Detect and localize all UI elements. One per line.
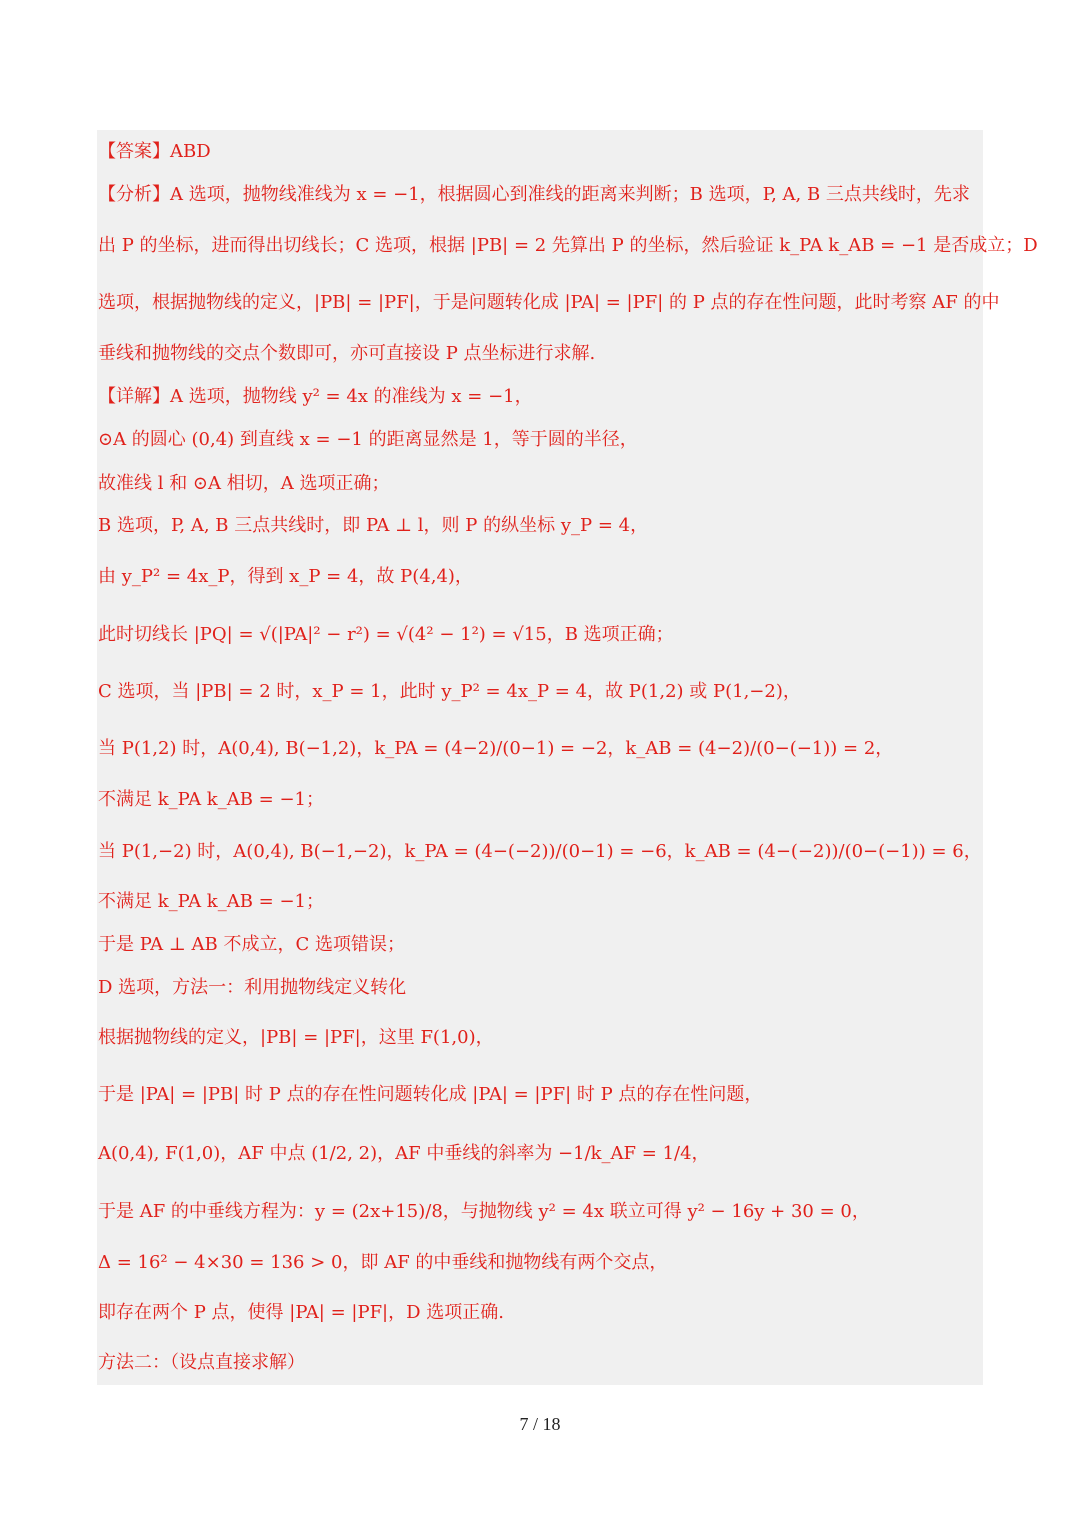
detail-line-7: C 选项，当 |PB| = 2 时，x_P = 1，此时 y_P² = 4x_P = 4，故 P(1,2) 或 P(1,−2)， <box>98 681 801 702</box>
page-number: 7 / 18 <box>519 1414 561 1434</box>
answer-line: 【答案】ABD <box>98 141 211 162</box>
detail-line-5: 由 y_P² = 4x_P，得到 x_P = 4，故 P(4,4)， <box>98 566 473 587</box>
detail-line-2: ⊙A 的圆心 (0,4) 到直线 x = −1 的距离显然是 1，等于圆的半径， <box>98 429 638 450</box>
analysis-line-4: 垂线和抛物线的交点个数即可，亦可直接设 P 点坐标进行求解. <box>98 343 596 364</box>
detail-line-16: A(0,4), F(1,0)，AF 中点 (1/2, 2)，AF 中垂线的斜率为 −1/k_AF = 1/4， <box>98 1143 710 1164</box>
detail-line-6: 此时切线长 |PQ| = √(|PA|² − r²) = √(4² − 1²) = √15，B 选项正确； <box>98 624 674 645</box>
detail-line-15: 于是 |PA| = |PB| 时 P 点的存在性问题转化成 |PA| = |PF| 时 P 点的存在性问题， <box>98 1084 763 1105</box>
detail-line-4: B 选项，P, A, B 三点共线时，即 PA ⊥ l，则 P 的纵坐标 y_P = 4， <box>98 515 649 536</box>
detail-line-17: 于是 AF 的中垂线方程为：y = (2x+15)/8，与抛物线 y² = 4x 联立可得 y² − 16y + 30 = 0， <box>98 1201 870 1222</box>
analysis-line-2: 出 P 的坐标，进而得出切线长；C 选项，根据 |PB| = 2 先算出 P 的坐标，然后验证 k_PA k_AB = −1 是否成立；D <box>98 235 1038 256</box>
detail-line-18: Δ = 16² − 4×30 = 136 > 0，即 AF 的中垂线和抛物线有两个交点， <box>98 1252 668 1273</box>
detail-line-20: 方法二：（设点直接求解） <box>98 1352 305 1373</box>
detail-line-12: 于是 PA ⊥ AB 不成立，C 选项错误； <box>98 934 405 955</box>
detail-line-14: 根据抛物线的定义，|PB| = |PF|，这里 F(1,0)， <box>98 1027 494 1048</box>
analysis-line-3: 选项，根据抛物线的定义，|PB| = |PF|，于是问题转化成 |PA| = |PF| 的 P 点的存在性问题，此时考察 AF 的中 <box>98 292 1000 313</box>
detail-line-10: 当 P(1,−2) 时，A(0,4), B(−1,−2)，k_PA = (4−(−2))/(0−1) = −6，k_AB = (4−(−2))/(0−(−1)) = 6， <box>98 841 982 862</box>
detail-line-1: 【详解】A 选项，抛物线 y² = 4x 的准线为 x = −1， <box>98 386 533 407</box>
detail-line-11: 不满足 k_PA k_AB = −1； <box>98 891 325 912</box>
detail-line-9: 不满足 k_PA k_AB = −1； <box>98 789 325 810</box>
detail-line-13: D 选项，方法一：利用抛物线定义转化 <box>98 977 407 998</box>
detail-line-3: 故准线 l 和 ⊙A 相切，A 选项正确； <box>98 473 390 494</box>
analysis-line-1: 【分析】A 选项，抛物线准线为 x = −1，根据圆心到准线的距离来判断；B 选项，P, A, B 三点共线时，先求 <box>98 184 970 205</box>
detail-line-8: 当 P(1,2) 时，A(0,4), B(−1,2)，k_PA = (4−2)/(0−1) = −2，k_AB = (4−2)/(0−(−1)) = 2， <box>98 738 894 759</box>
detail-line-19: 即存在两个 P 点，使得 |PA| = |PF|，D 选项正确. <box>98 1302 504 1323</box>
